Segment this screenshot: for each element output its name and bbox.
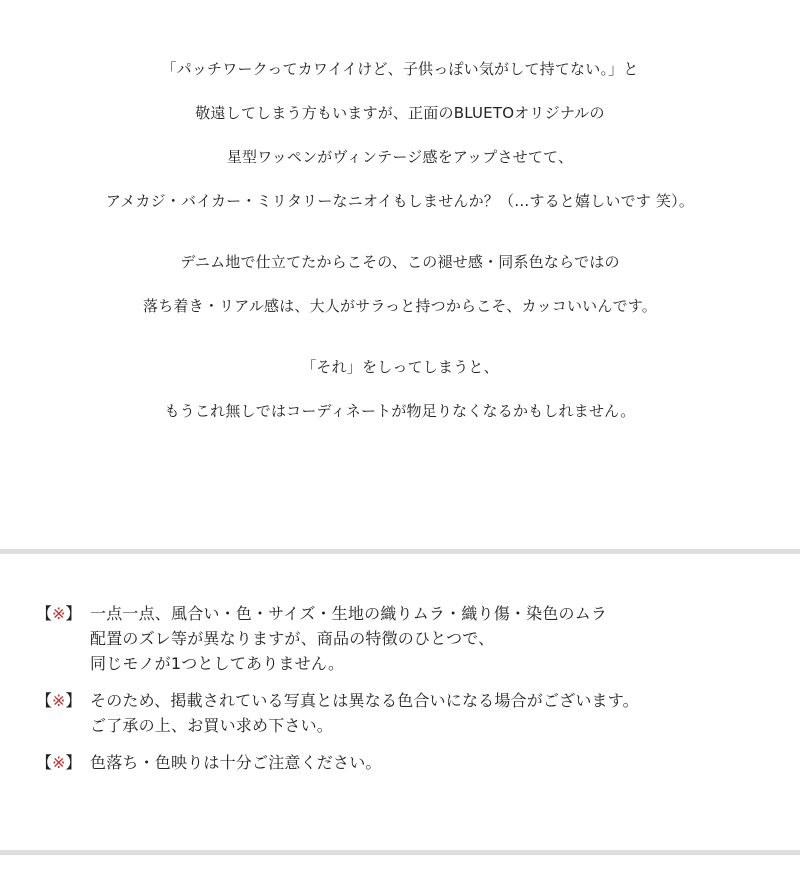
note-text <box>90 688 639 738</box>
note-text <box>90 750 382 775</box>
description-line: アメカジ・バイカー・ミリタリーなニオイもしませんか？（…すると嬉しいです 笑）。 <box>105 192 695 210</box>
note-line: 配置のズレ等が異なりますが、商品の特徴のひとつで、 <box>90 629 495 648</box>
description-line: 星型ワッペンがヴィンテージ感をアップさせてて、 <box>226 148 574 166</box>
description-line: 「パッチワークってカワイイけど、子供っぽい気がして持てない。」と <box>161 60 639 78</box>
note-mark: 【※】 <box>36 691 82 710</box>
description-paragraph-2 <box>0 255 800 314</box>
description-line: デニム地で仕立てたからこその、この褪せ感・同系色ならではの <box>180 253 620 271</box>
asterisk-icon: ※ <box>52 753 66 772</box>
note-line: そのため、掲載されている写真とは異なる色合いになる場合がございます。 <box>90 691 639 710</box>
description-line: 落ち着き・リアル感は、大人がサラっと持つからこそ、カッコいいんです。 <box>143 297 657 315</box>
asterisk-icon: ※ <box>52 691 66 710</box>
description-paragraph-1 <box>0 62 800 209</box>
product-notes <box>36 601 786 787</box>
description-line: 「それ」をしってしまうと、 <box>301 358 499 376</box>
note-item-1 <box>36 601 786 676</box>
description-line: もうこれ無しではコーディネートが物足りなくなるかもしれません。 <box>164 402 636 420</box>
note-line: 色落ち・色映りは十分ご注意ください。 <box>90 753 382 772</box>
note-line: ご了承の上、お買い求め下さい。 <box>90 716 334 735</box>
note-item-3 <box>36 750 786 775</box>
section-divider-top <box>0 549 800 554</box>
note-mark: 【※】 <box>36 604 82 623</box>
note-item-2 <box>36 688 786 738</box>
description-line: 敬遠してしまう方もいますが、正面のBLUETOオリジナルの <box>195 104 605 122</box>
product-description <box>0 62 800 465</box>
note-line: 同じモノが1つとしてありません。 <box>90 654 345 673</box>
asterisk-icon: ※ <box>52 604 66 623</box>
note-text <box>90 601 607 676</box>
description-paragraph-3 <box>0 360 800 419</box>
section-divider-bottom <box>0 850 800 855</box>
note-line: 一点一点、風合い・色・サイズ・生地の織りムラ・織り傷・染色のムラ <box>90 604 608 623</box>
note-mark: 【※】 <box>36 753 82 772</box>
